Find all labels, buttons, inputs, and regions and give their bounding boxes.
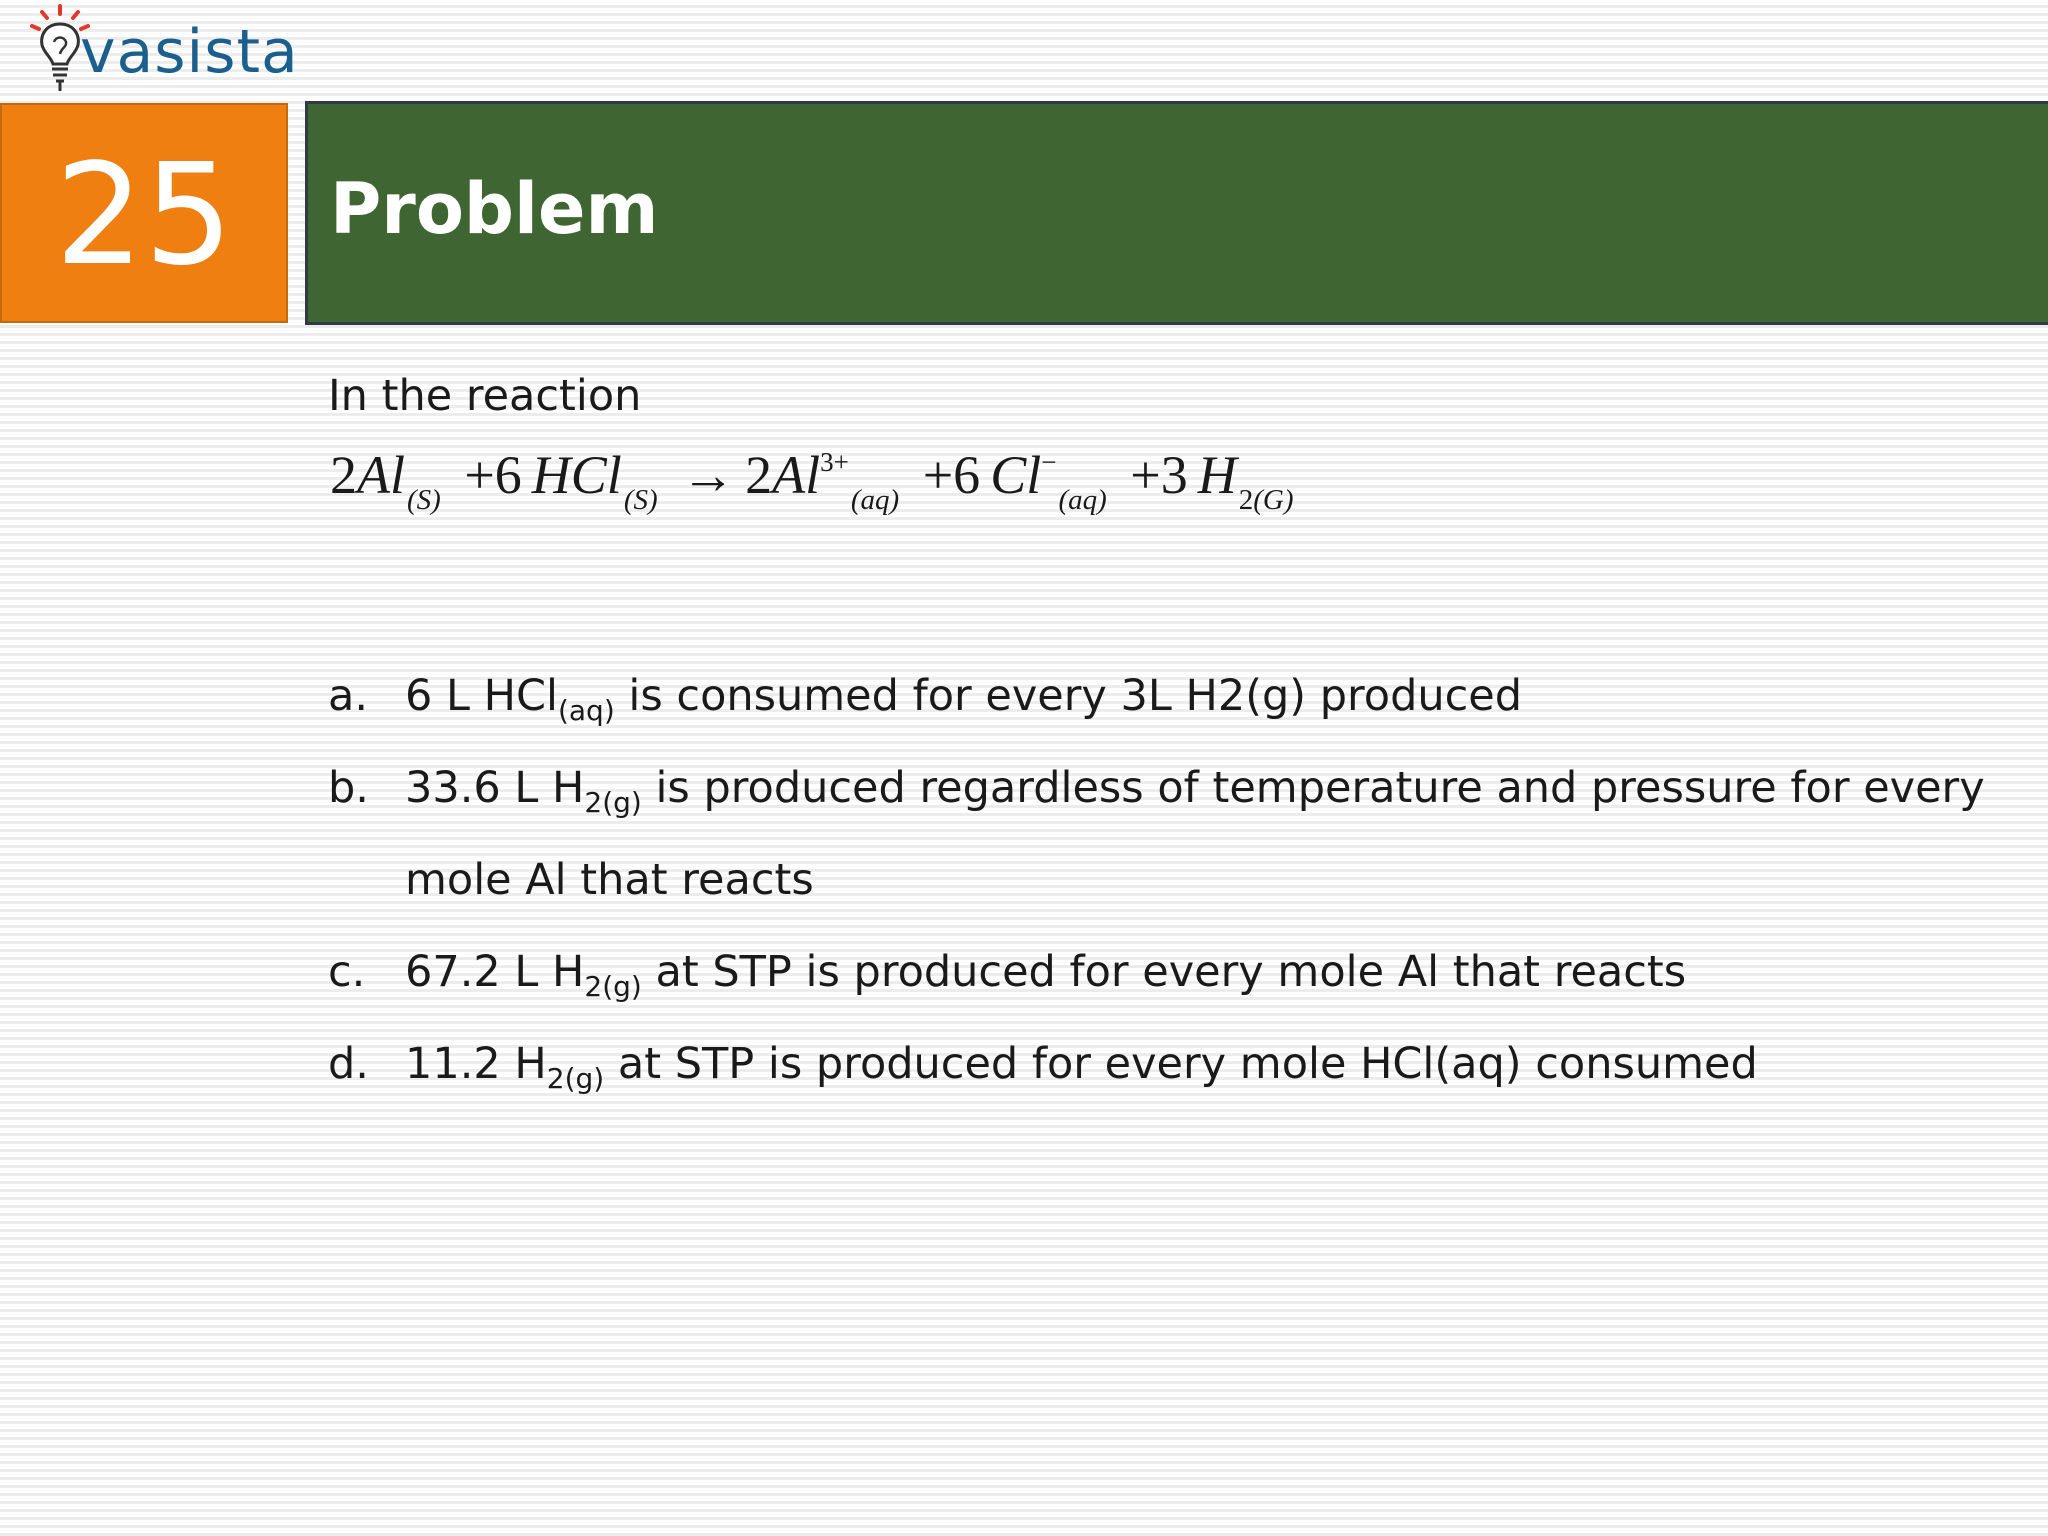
eq-symbol: Cl xyxy=(990,445,1042,505)
option-subscript: (aq) xyxy=(557,694,615,727)
option-text-rest: is produced regardless of temperature and pressure for every mole Al that reacts xyxy=(405,763,1985,905)
slide-title: Problem xyxy=(330,168,659,250)
eq-coefficient: 2 xyxy=(745,445,773,505)
eq-symbol: HCl xyxy=(531,445,622,505)
option-text-start: 33.6 L H xyxy=(405,763,585,813)
option-subscript: 2(g) xyxy=(584,786,642,819)
eq-subscript: 2 xyxy=(1238,484,1254,516)
eq-state: (S) xyxy=(623,484,658,516)
option-subscript: 2(g) xyxy=(584,970,642,1003)
logo-text: vasista xyxy=(80,17,299,87)
eq-state xyxy=(1239,484,1294,516)
eq-state-label: (G) xyxy=(1253,484,1294,516)
vasista-logo xyxy=(20,2,299,94)
option-marker: d. xyxy=(328,1039,369,1089)
option-text xyxy=(405,1018,2043,1110)
option-text-rest: is consumed for every 3L H2(g) produced xyxy=(614,671,1523,721)
option-text xyxy=(405,742,2043,926)
option-text-rest: at STP is produced for every mole Al that reacts xyxy=(641,947,1687,997)
eq-coefficient: +6 xyxy=(464,445,522,505)
eq-charge: 3+ xyxy=(820,447,849,477)
option-text xyxy=(405,926,2043,1018)
eq-coefficient: 2 xyxy=(330,445,357,505)
eq-symbol: Al xyxy=(772,445,821,505)
title-bar xyxy=(305,101,2048,325)
eq-charge: − xyxy=(1041,447,1057,477)
option-marker: b. xyxy=(328,763,369,813)
option-text-start: 67.2 L H xyxy=(405,947,585,997)
option-d xyxy=(328,1018,2043,1110)
option-marker: c. xyxy=(328,947,366,997)
eq-coefficient: +6 xyxy=(922,445,981,505)
question-intro: In the reaction xyxy=(328,371,642,421)
option-c xyxy=(328,926,2043,1018)
eq-state: (aq) xyxy=(1058,484,1107,516)
eq-state: (aq) xyxy=(850,484,900,516)
eq-state: (S) xyxy=(407,484,441,516)
eq-coefficient: +3 xyxy=(1130,445,1188,505)
option-marker: a. xyxy=(328,671,369,721)
eq-symbol: Al xyxy=(357,445,405,505)
slide-number: 25 xyxy=(54,134,234,297)
option-text-start: 11.2 H xyxy=(405,1039,547,1089)
option-text-start: 6 L HCl xyxy=(405,671,558,721)
option-subscript: 2(g) xyxy=(546,1062,605,1095)
eq-symbol: H xyxy=(1197,445,1237,505)
eq-arrow: → xyxy=(681,445,736,505)
answer-options xyxy=(328,650,2043,1110)
reaction-equation xyxy=(330,445,1294,516)
option-text-rest: at STP is produced for every mole HCl(aq) consumed xyxy=(604,1039,1758,1089)
option-a xyxy=(328,650,2043,742)
option-text xyxy=(405,650,2043,742)
slide-number-box xyxy=(0,103,288,323)
option-b xyxy=(328,742,2043,926)
